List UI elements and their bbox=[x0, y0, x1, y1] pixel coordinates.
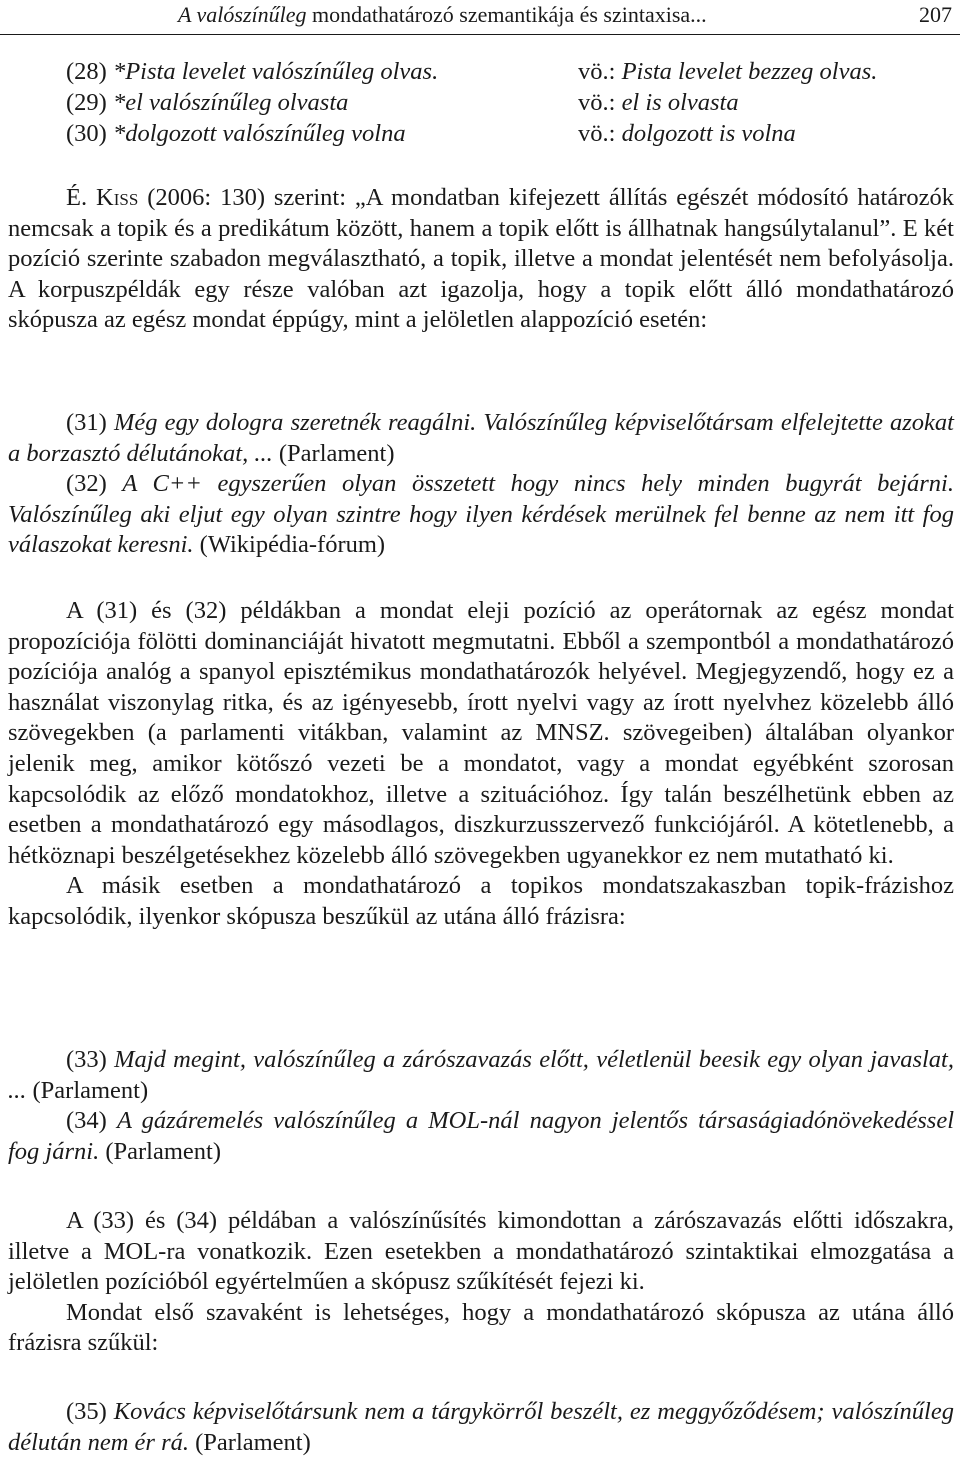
page-number: 207 bbox=[919, 2, 952, 27]
examples-33-34 bbox=[8, 1045, 954, 1167]
paragraph-2-3 bbox=[8, 596, 954, 933]
example-number: (31) bbox=[66, 409, 114, 436]
examples-31-32 bbox=[8, 408, 954, 561]
author-name: Kiss bbox=[96, 184, 139, 211]
header-rule bbox=[0, 34, 960, 35]
example-number: (29) bbox=[66, 89, 113, 116]
compare-text: el is olvasta bbox=[621, 89, 739, 116]
example-text: *Pista levelet valószínűleg olvas. bbox=[112, 58, 439, 85]
example-source: (Parlament) bbox=[272, 439, 395, 467]
paragraph-5: Mondat első szavaként is lehetséges, hogy a mondathatározó skópusza az utána álló frázisra szűkül: bbox=[8, 1298, 954, 1357]
running-title-italic: A valószínűleg bbox=[178, 2, 307, 27]
paragraph-2: A (31) és (32) példákban a mondat eleji pozíció az operátornak az egész mondat propozíciója fölötti dominanciáját hivatott megmutatni. Ebből a szempontból a mondathatározó pozíciója analóg a spanyol episztémikus mondathatározók helyével. Megjegyzendő, hogy ez a használat viszonylag ritka, és az igényesebb, írott nyelvi vagy az írott nyelvhez közelebb álló szövegekben (a parlamenti vitákban, valamint az MNSZ. szövegeiben) általában olyankor jelenik meg, amikor kötőszó vezeti be a mondatot, vagy a mondat egyébként szorosan kapcsolódik az előző mondatokhoz, illetve a szituációhoz. Így talán beszélhetünk ebben az esetben a mondathatározó egy másodlagos, diszkurzusszervező funkciójáról. A kötetlenebb, a hétköznapi beszélgetésekhez közelebb álló szövegekben ugyanekkor ez nem mutatható ki. bbox=[8, 597, 954, 869]
running-title-rest: mondathatározó szemantikája és szintaxisa... bbox=[306, 2, 707, 27]
compare-text: Pista levelet bezzeg olvas. bbox=[621, 58, 878, 85]
compare-label: vö.: bbox=[578, 120, 622, 147]
example-text: A C++ egyszerűen olyan összetett hogy nincs hely minden bugyrát bejárni. Valószínűleg aki eljut egy olyan szintre hogy ilyen kérdések merülnek fel benne az nem itt fog válaszokat keresni. bbox=[8, 470, 954, 559]
example-29 bbox=[66, 88, 739, 118]
author-initial: É. bbox=[66, 184, 97, 211]
paragraph-4: A (33) és (34) példában a valószínűsítés kimondottan a zárószavazás előtti időszakra, illetve a MOL-ra vonatkozik. Ezen esetekben a mondathatározó szintaktikai elmozgatása a jelöletlen pozícióból egyértelműen a skópusz szűkítését fejezi ki. bbox=[8, 1207, 954, 1296]
example-source: (Parlament) bbox=[189, 1428, 311, 1456]
example-text: Még egy dologra szeretnék reagálni. Valószínűleg képviselőtársam elfelejtette azokat a borzasztó délutánokat, ... bbox=[8, 409, 954, 467]
compare-text: dolgozott is volna bbox=[621, 120, 796, 147]
example-31 bbox=[8, 408, 954, 469]
compare-label: vö.: bbox=[578, 89, 622, 116]
example-35-block bbox=[8, 1397, 954, 1458]
example-text: *dolgozott valószínűleg volna bbox=[112, 120, 406, 147]
paragraph-text: (2006: 130) szerint: „A mondatban kifejezett állítás egészét módosító határozók nemcsak a topik és a predikátum között, hanem a topik előtt is állhatnak hangsúlytalanul”. E két pozíció szerinte szabadon megválasztható, a topik, illetve a mondat jelentését nem befolyásolja. A korpuszpéldák egy része valóban azt igazolja, hogy a topik előtt álló mondathatározó skópusza az egész mondat éppúgy, mint a jelöletlen alappozíció esetén: bbox=[8, 184, 955, 334]
paragraph-1 bbox=[8, 183, 954, 336]
example-number: (35) bbox=[66, 1398, 114, 1425]
running-header bbox=[0, 0, 960, 30]
example-33 bbox=[8, 1045, 954, 1106]
example-text: Kovács képviselőtársunk nem a tárgykörről beszélt, ez meggyőződésem; valószínűleg délután nem ér rá. bbox=[8, 1398, 954, 1456]
example-text: A gázáremelés valószínűleg a MOL-nál nagyon jelentős társaságiadónövekedéssel fog járni. bbox=[8, 1107, 955, 1165]
paragraph-4-5 bbox=[8, 1206, 954, 1359]
example-number: (30) bbox=[66, 120, 113, 147]
example-number: (33) bbox=[66, 1046, 115, 1073]
example-35 bbox=[8, 1397, 954, 1458]
example-source: (Parlament) bbox=[26, 1076, 149, 1104]
example-number: (28) bbox=[66, 58, 113, 85]
example-28 bbox=[66, 57, 877, 87]
compare-label: vö.: bbox=[578, 58, 622, 85]
example-30 bbox=[66, 119, 796, 149]
example-text: *el valószínűleg olvasta bbox=[112, 89, 349, 116]
example-number: (34) bbox=[66, 1107, 117, 1135]
example-source: (Parlament) bbox=[99, 1137, 221, 1165]
example-number: (32) bbox=[66, 470, 123, 498]
example-32 bbox=[8, 469, 954, 561]
example-34 bbox=[8, 1106, 954, 1167]
running-title bbox=[178, 2, 707, 28]
paragraph-3: A másik esetben a mondathatározó a topikos mondatszakaszban topik-frázishoz kapcsolódik, ilyenkor skópusza beszűkül az utána álló frázisra: bbox=[8, 872, 954, 930]
example-source: (Wikipédia-fórum) bbox=[193, 531, 386, 559]
example-text: Majd megint, valószínűleg a zárószavazás előtt, véletlenül beesik egy olyan javaslat, ... bbox=[8, 1046, 954, 1104]
